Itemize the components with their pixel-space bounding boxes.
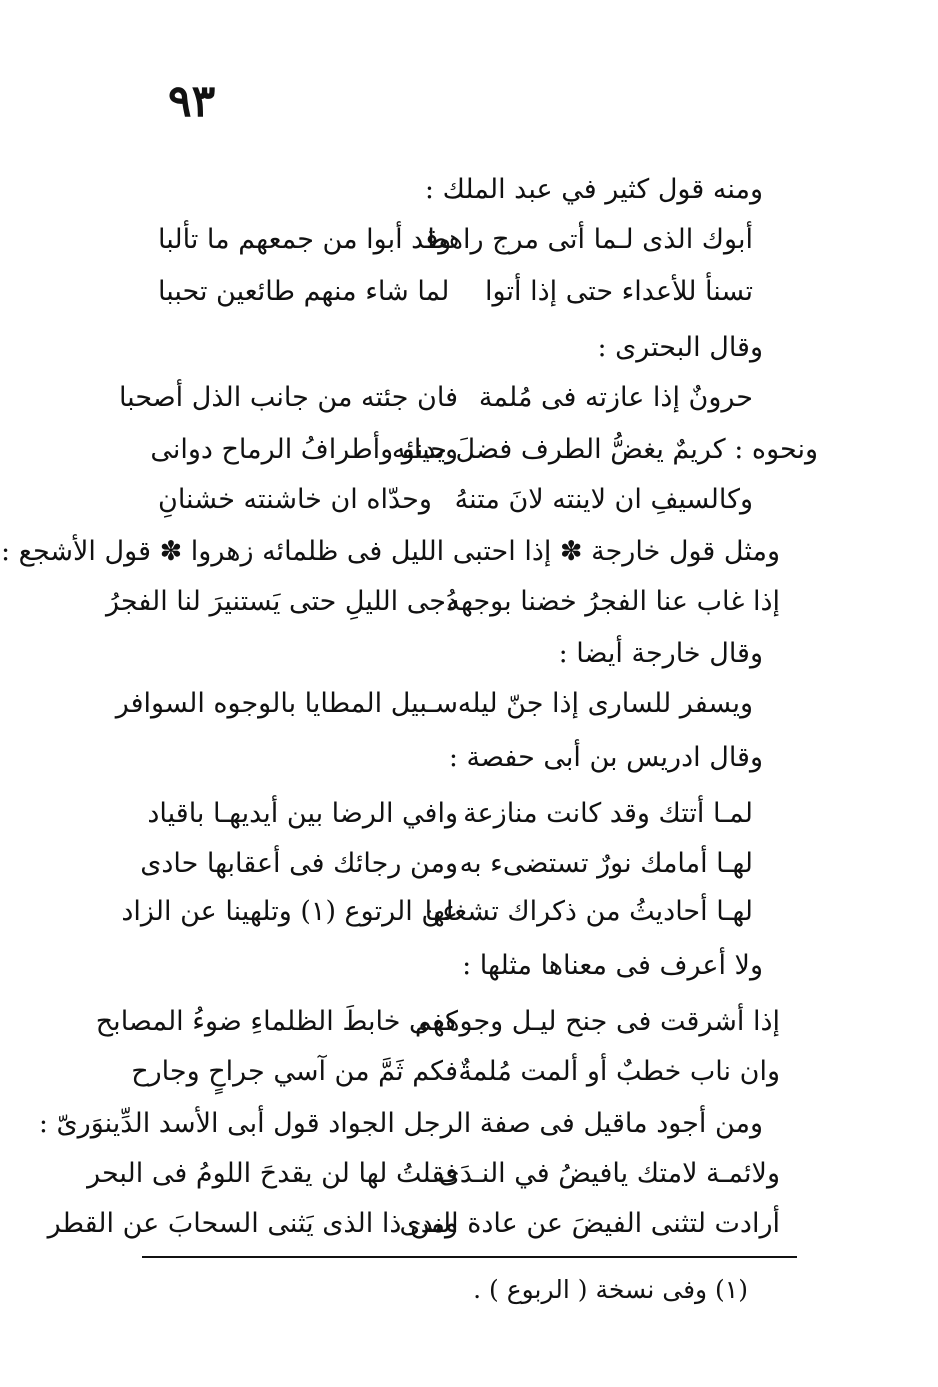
verse-9-first-hemistich: لهـا أمامك نورٌ تستضىء به bbox=[459, 848, 753, 879]
verse-5-first-hemistich: وكالسيفِ ان لاينته لانَ متنهُ bbox=[454, 484, 753, 515]
verse-13-second-hemistich: فقلتُ لها لن يقدحَ اللومُ فى البحر bbox=[87, 1158, 458, 1189]
verse-1-first-hemistich: أبوك الذى لـما أتى مرج راهط bbox=[423, 224, 753, 255]
verse-10-second-hemistich: عن الرتوع (١) وتلهينا عن الزاد bbox=[121, 896, 458, 927]
verse-3-first-hemistich: حرونٌ إذا عازته فى مُلمة bbox=[478, 382, 753, 413]
verse-10-first-hemistich: لهـا أحاديثُ من ذكراك تشغلها bbox=[424, 896, 753, 927]
verse-1-second-hemistich: وقد أبوا من جمعهم ما تألبا bbox=[158, 224, 452, 255]
verse-6-second-hemistich: دُجى الليلِ حتى يَستنيرَ لنا الفجرُ bbox=[106, 586, 458, 617]
intro-buhturi: وقال البحترى : bbox=[597, 332, 763, 363]
verse-7-second-hemistich: سـبيل المطايا بالوجوه السوافر bbox=[115, 688, 458, 719]
verse-11-second-hemistich: كفى خابطَ الظلماءِ ضوءُ المصابح bbox=[95, 1006, 458, 1037]
verse-4-first-hemistich: ونحوه : كريمٌ يغضُّ الطرف فضلَ حيائه bbox=[391, 434, 818, 465]
verse-7-first-hemistich: ويسفر للسارى إذا جنّ ليله bbox=[457, 688, 753, 719]
verse-9-second-hemistich: ومن رجائك فى أعقابها حادى bbox=[140, 848, 458, 879]
verse-2-first-hemistich: تسنأ للأعداء حتى إذا أتوا bbox=[485, 276, 753, 307]
verse-12-first-hemistich: وان ناب خطبٌ أو ألمت مُلمةٌ bbox=[458, 1056, 780, 1087]
verse-14-first-hemistich: أرادت لتثنى الفيضَ عن عادة الندى bbox=[399, 1208, 780, 1239]
intro-kuthayyir: ومنه قول كثير في عبد الملك : bbox=[424, 174, 763, 205]
intro-idris: وقال ادريس بن أبى حفصة : bbox=[448, 742, 763, 773]
verse-5-second-hemistich: وحدّاه ان خاشنته خشنانِ bbox=[158, 484, 432, 515]
verse-8-first-hemistich: لمـا أتتك وقد كانت منازعة bbox=[463, 798, 753, 829]
footnote: (١) وفى نسخة ( الربوع ) . bbox=[473, 1275, 748, 1304]
verse-2-second-hemistich: لما شاء منهم طائعين تحببا bbox=[158, 276, 450, 307]
verse-3-second-hemistich: فان جئته من جانب الذل أصحبا bbox=[118, 382, 458, 413]
verse-13-first-hemistich: ولائمـة لامتك يافيضُ في النـدَى bbox=[438, 1158, 780, 1189]
verse-4-second-hemistich: ويدنو وأطرافُ الرماح دوانى bbox=[150, 434, 458, 465]
intro-ajwad: ومن أجود ماقيل فى صفة الرجل الجواد قول أبى الأسد الدِّينوَرىّ : bbox=[38, 1108, 763, 1139]
intro-kharija-also: وقال خارجة أيضا : bbox=[558, 638, 763, 669]
verse-8-second-hemistich: وافي الرضا بين أيديهـا باقياد bbox=[147, 798, 458, 829]
intro-la-aarif: ولا أعرف فى معناها مثلها : bbox=[462, 950, 763, 981]
verse-6-first-hemistich: إذا غاب عنا الفجرُ خضنا بوجهه bbox=[446, 586, 780, 617]
verse-14-second-hemistich: ومن ذا الذى يَثنى السحابَ عن القطر bbox=[47, 1208, 458, 1239]
page-number: ٩٣ bbox=[168, 76, 216, 127]
intro-kharija: ومثل قول خارجة ✽ إذا احتبى الليل فى ظلمائه زهروا ✽ قول الأشجع : bbox=[0, 536, 780, 567]
footnote-divider bbox=[142, 1256, 797, 1258]
verse-11-first-hemistich: إذا أشرقت فى جنح ليـل وجوههم bbox=[414, 1006, 780, 1037]
verse-12-second-hemistich: فكم ثَمَّ من آسي جراحٍ وجارح bbox=[131, 1056, 458, 1087]
